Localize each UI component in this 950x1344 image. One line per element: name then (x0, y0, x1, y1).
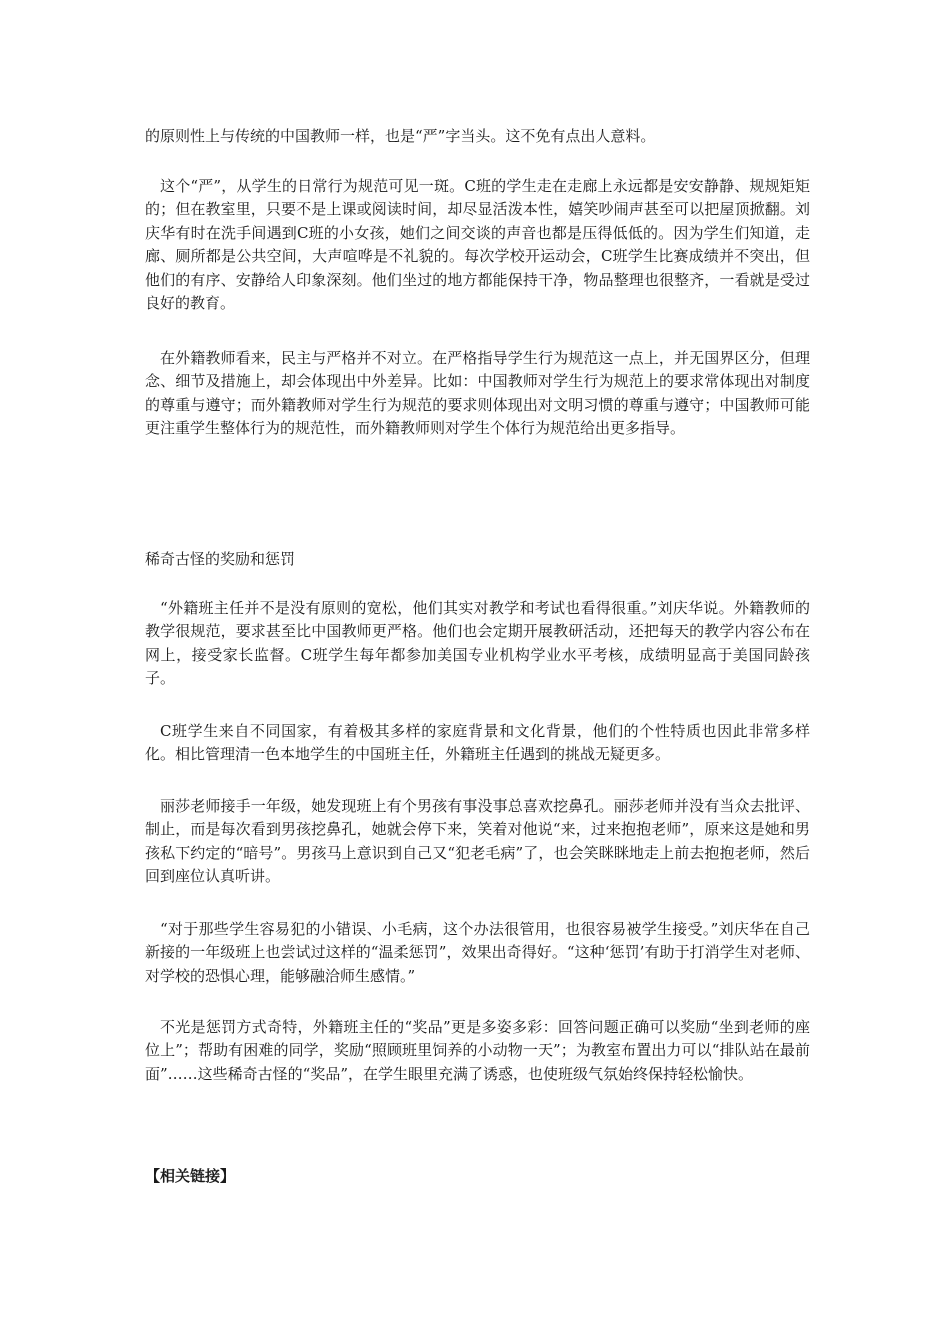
related-links-label: 【相关链接】 (145, 1167, 236, 1185)
paragraph-4: “外籍班主任并不是没有原则的宽松，他们其实对教学和考试也看得很重。”刘庆华说。外籍教师的教学很规范，要求甚至比中国教师更严格。他们也会定期开展教研活动，还把每天的教学内容公布在网上，接受家长监督。C班学生每年都参加美国专业机构学业水平考核，成绩明显高于美国同龄孩子。 (145, 599, 810, 688)
paragraph-7: “对于那些学生容易犯的小错误、小毛病，这个办法很管用，也很容易被学生接受。”刘庆华在自己新接的一年级班上也尝试过这样的“温柔惩罚”，效果出奇得好。“这种‘惩罚’有助于打消学生对老师、对学校的恐惧心理，能够融洽师生感情。” (145, 920, 810, 985)
paragraph-5: C班学生来自不同国家，有着极其多样的家庭背景和文化背景，他们的个性特质也因此非常多样化。相比管理清一色本地学生的中国班主任，外籍班主任遇到的挑战无疑更多。 (145, 722, 810, 764)
paragraph-8: 不光是惩罚方式奇特，外籍班主任的“奖品”更是多姿多彩：回答问题正确可以奖励“坐到老师的座位上”；帮助有困难的同学，奖励“照顾班里饲养的小动物一天”；为教室布置出力可以“排队站在最前面”……这些稀奇古怪的“奖品”，在学生眼里充满了诱惑，也使班级气氛始终保持轻松愉快。 (145, 1018, 810, 1083)
section-heading: 稀奇古怪的奖励和惩罚 (145, 550, 296, 568)
paragraph-1: 的原则性上与传统的中国教师一样，也是“严”字当头。这不免有点出人意料。 (145, 127, 656, 145)
paragraph-6: 丽莎老师接手一年级，她发现班上有个男孩有事没事总喜欢挖鼻孔。丽莎老师并没有当众去批评、制止，而是每次看到男孩挖鼻孔，她就会停下来，笑着对他说“来，过来抱抱老师”，原来这是她和男孩私下约定的“暗号”。男孩马上意识到自己又“犯老毛病”了，也会笑眯眯地走上前去抱抱老师，然后回到座位认真听讲。 (145, 797, 810, 886)
paragraph-2: 这个“严”，从学生的日常行为规范可见一斑。C班的学生走在走廊上永远都是安安静静、规规矩矩的；但在教室里，只要不是上课或阅读时间，却尽显活泼本性，嬉笑吵闹声甚至可以把屋顶掀翻。刘庆华有时在洗手间遇到C班的小女孩，她们之间交谈的声音也都是压得低低的。因为学生们知道，走廊、厕所都是公共空间，大声喧哗是不礼貌的。每次学校开运动会，C班学生比赛成绩并不突出，但他们的有序、安静给人印象深刻。他们坐过的地方都能保持干净，物品整理也很整齐，一看就是受过良好的教育。 (145, 177, 810, 313)
paragraph-3: 在外籍教师看来，民主与严格并不对立。在严格指导学生行为规范这一点上，并无国界区分，但理念、细节及措施上，却会体现出中外差异。比如：中国教师对学生行为规范上的要求常体现出对制度的尊重与遵守；而外籍教师对学生行为规范的要求则体现出对文明习惯的尊重与遵守；中国教师可能更注重学生整体行为的规范性，而外籍教师则对学生个体行为规范给出更多指导。 (145, 349, 810, 438)
